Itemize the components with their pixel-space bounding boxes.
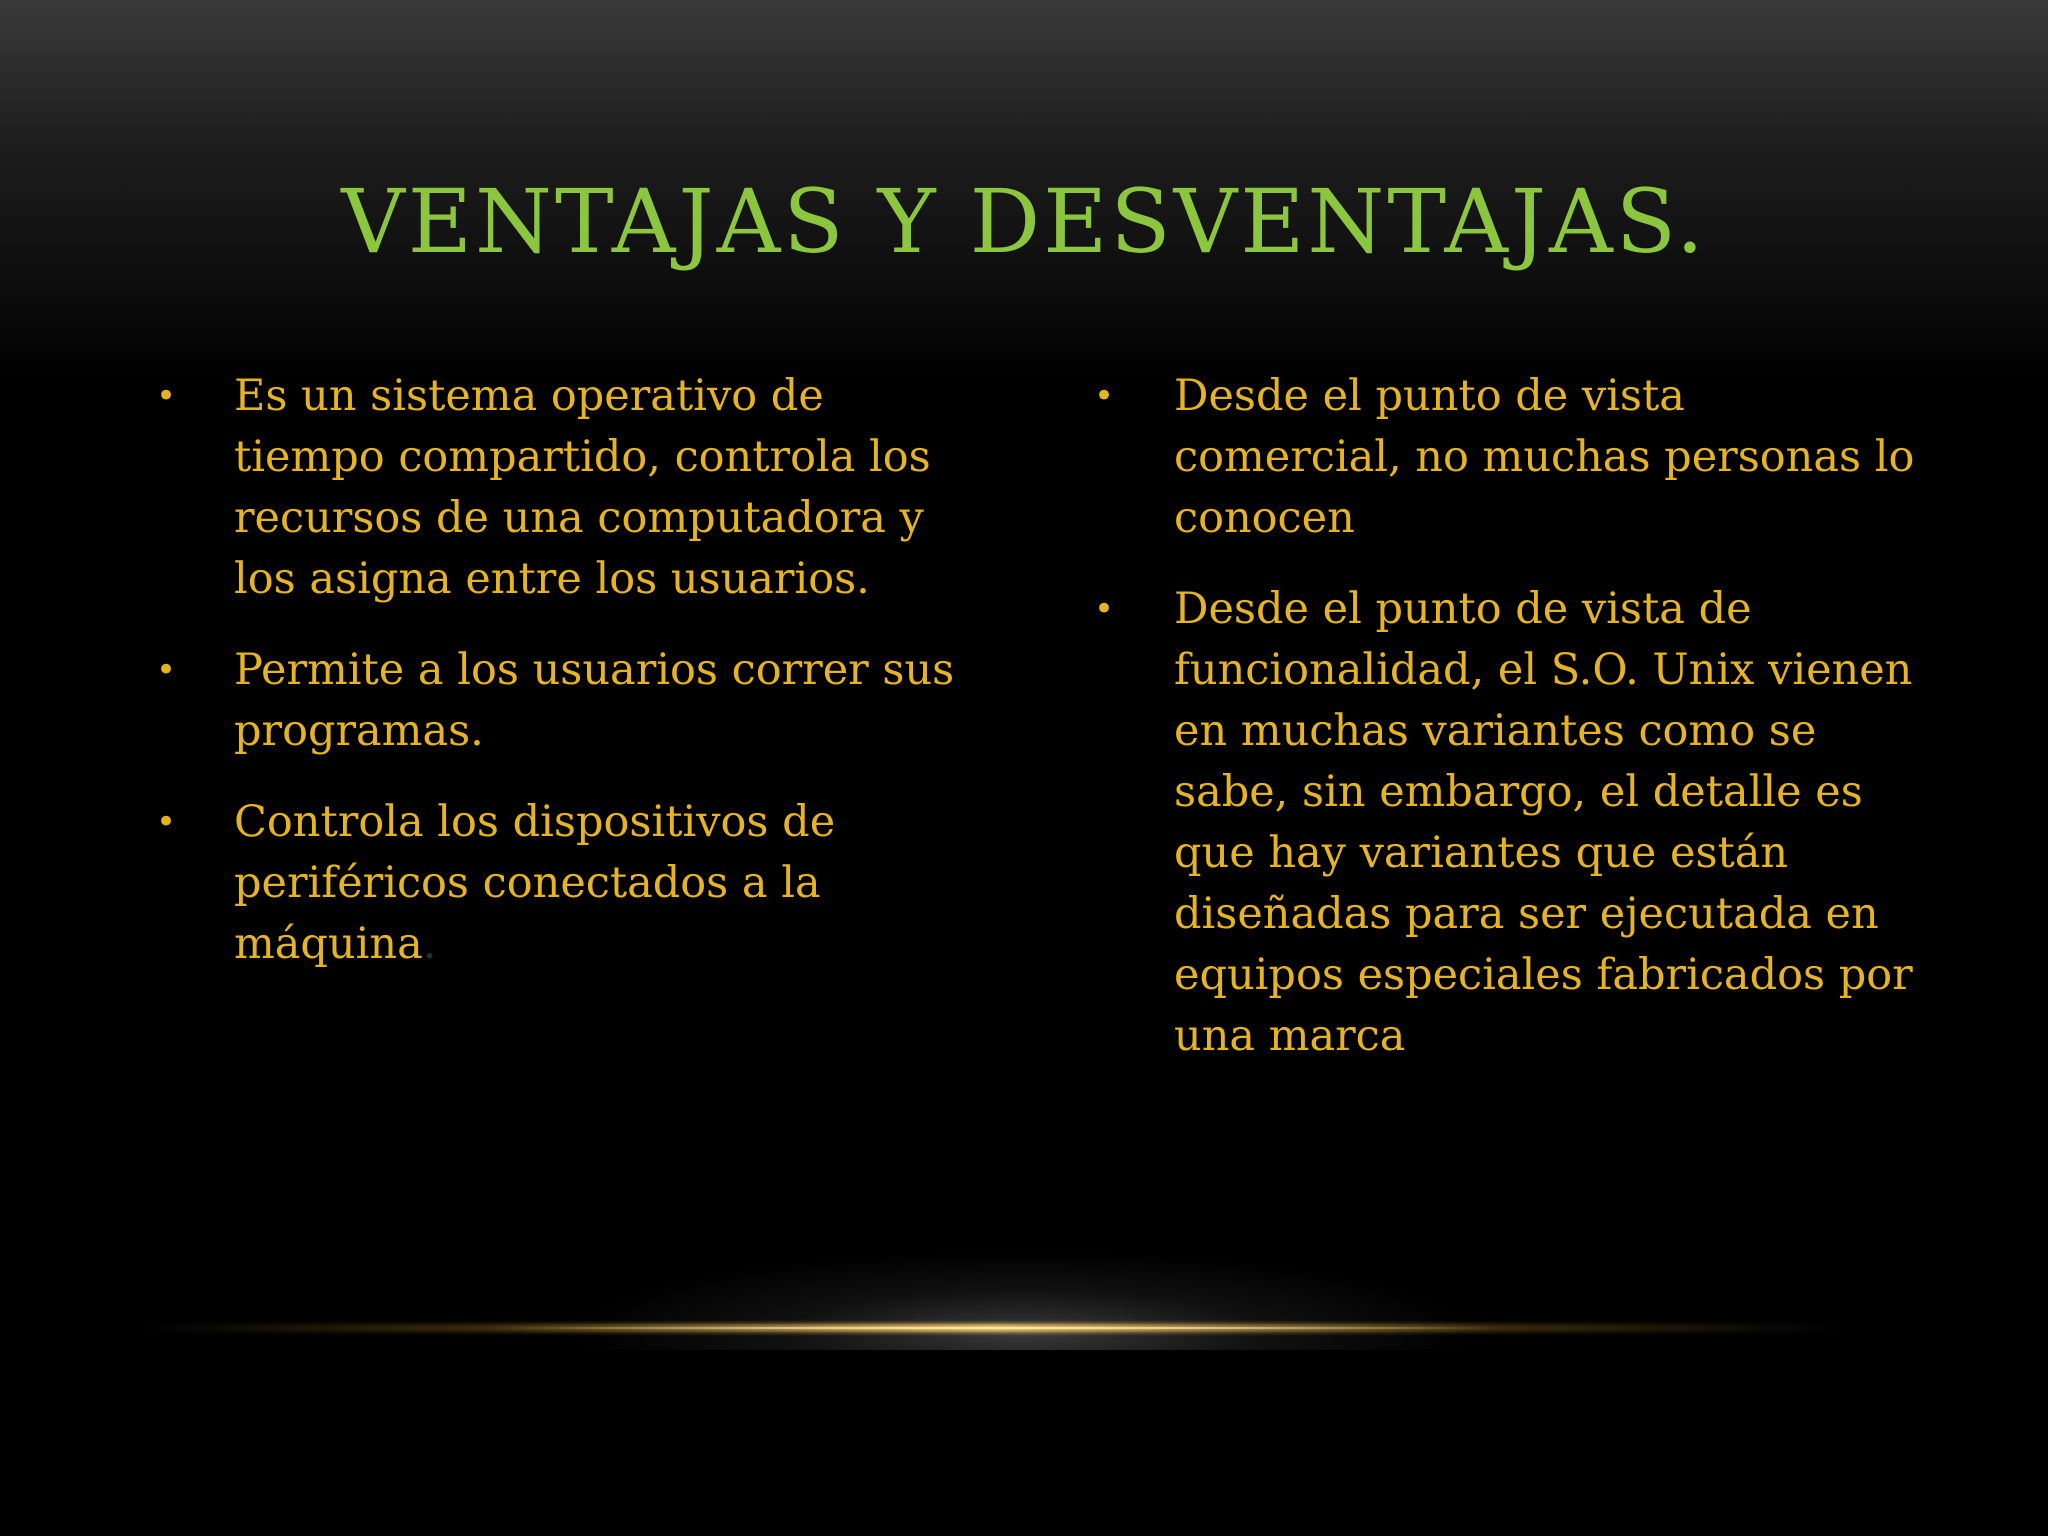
list-item — [156, 792, 956, 975]
list-item — [1094, 366, 1924, 549]
bullet-icon: • — [156, 650, 177, 690]
list-item — [1094, 579, 1924, 1067]
list-item — [156, 366, 956, 610]
advantages-list — [156, 366, 956, 1005]
stage-glow — [424, 1150, 1624, 1350]
slide-title: VENTAJAS Y DESVENTAJAS. — [341, 170, 1707, 273]
list-item-text: Es un sistema operativo de tiempo compartido, controla los recursos de una computadora y los asigna entre los usuarios. — [234, 371, 931, 604]
list-item-text: Permite a los usuarios correr sus programas. — [234, 645, 955, 756]
bullet-icon: • — [1094, 376, 1115, 416]
stage-light-core — [500, 1327, 1500, 1329]
list-item-text: Desde el punto de vista de funcionalidad, el S.O. Unix vienen en muchas variantes como se sabe, sin embargo, el detalle es que hay variantes que están diseñadas para ser ejecutada en equipos especiales fabricados por una marca — [1174, 584, 1913, 1061]
bullet-icon: • — [156, 376, 177, 416]
list-item-text: Desde el punto de vista comercial, no muchas personas lo conocen — [1174, 371, 1915, 543]
bullet-icon: • — [1094, 589, 1115, 629]
list-item — [156, 640, 956, 762]
disadvantages-list — [1094, 366, 1924, 1097]
bullet-icon: • — [156, 802, 177, 842]
trailing-period: . — [422, 919, 437, 969]
list-item-text: Controla los dispositivos de periféricos conectados a la máquina — [234, 797, 836, 969]
